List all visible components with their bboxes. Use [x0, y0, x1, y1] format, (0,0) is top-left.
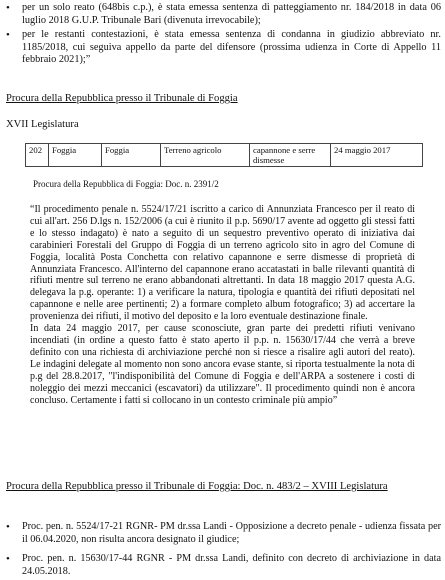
- table-cell-province: Foggia: [49, 144, 102, 167]
- quote-paragraph: “Il procedimento penale n. 5524/17/21 iscritto a carico di Annunziata Francesco per il reato di cui all'art. 256 D.lgs n. 152/2006 (a cui è riunito il p.p. 5690/17 avente ad oggetto gli stessi fatti e lo stesso indagato) è nato a seguito di un sequestro preventivo operato di iniziativa dai carabinieri Forestali del Gruppo di Foggia di un terreno agricolo sito in agro del Comune di Foggia, località Posta Conchetta con relativo capannone e serre dismesse di proprietà di Annunziata Francesco. All'interno del capannone erano accatastati in balle rilevanti quantità di rifiuti mentre sul terreno ne erano abbandonati altrettanti. In data 18 maggio 2017 questa A.G. delegava la p.g. operante: 1) a verificare la natura, tipologia e quantità dei rifiuti depositati nel capannone e nelle aree pertinenti; 2) a formare completo album fotografico; 3) ad accertare la provenienza dei rifiuti, il motivo del deposito e la loro eventuale destinazione finale.: [30, 204, 415, 323]
- bullet-item: [0, 2, 445, 27]
- section-heading: Procura della Repubblica presso il Tribunale di Foggia: [6, 93, 238, 104]
- quote-block: [30, 204, 415, 406]
- table-cell-num: 202: [26, 144, 49, 167]
- site-table: [25, 143, 423, 167]
- legislature-label: XVII Legislatura: [6, 119, 79, 130]
- table-cell-descrizione: capannone e serre dismesse: [250, 144, 331, 167]
- bullet-text: per un solo reato (648bis c.p.), è stata emessa sentenza di patteggiamento nr. 184/2018 in data 06 luglio 2018 G.U.P. Tribunale Bari (divenuta irrevocabile);: [22, 2, 441, 26]
- table-cell-comune: Foggia: [102, 144, 161, 167]
- bullet-item: [0, 29, 445, 67]
- table-row: [26, 144, 423, 167]
- bullet-icon: •: [6, 553, 10, 565]
- bullet-icon: •: [6, 2, 10, 14]
- bullet-icon: •: [6, 29, 10, 41]
- doc-caption: Procura della Repubblica di Foggia: Doc. n. 2391/2: [33, 179, 219, 189]
- bullet-text: Proc. pen. n. 5524/17-21 RGNR- PM dr.ssa Landi - Opposizione a decreto penale - udienza fissata per il 06.04.2020, non risulta ancora designato il giudice;: [22, 521, 441, 545]
- table-cell-data: 24 maggio 2017: [331, 144, 423, 167]
- table-cell-tipo: Terreno agricolo: [161, 144, 250, 167]
- quote-paragraph: In data 24 maggio 2017, per cause sconosciute, gran parte dei predetti rifiuti venivano incendiati (in ordine a questo fatto è stato aperto il p.p. n. 15630/17/44 che verrà a breve definito con una richiesta di archiviazione perché non si riesce a risalire agli autori del reato). Le indagini delegate al momento non sono ancora evase stante, si riporta testualmente la nota di p.g del 28.8.2017, "l'indisponibilità del Comune di Foggia e dell'ARPA a sostenere i costi di noleggio dei mezzi meccanici (escavatori) da utilizzare". Il procedimento quindi non è ancora concluso. Certamente i fatti si collocano in un contesto criminale più ampio”: [30, 323, 415, 406]
- bullet-item: [0, 521, 445, 546]
- bullet-text: per le restanti contestazioni, è stata emessa sentenza di condanna in giudizio abbreviato nr. 1185/2018, cui seguiva appello da parte del difensore (prossima udienza in Corte di Appello 11 febbraio 2021);”: [22, 29, 441, 66]
- section-heading: Procura della Repubblica presso il Tribunale di Foggia: Doc. n. 483/2 – XVIII Legislatura: [6, 481, 388, 492]
- bullet-icon: •: [6, 521, 10, 533]
- bullet-text: Proc. pen. n. 15630/17-44 RGNR - PM dr.ssa Landi, definito con decreto di archiviazione in data 24.05.2018.: [22, 553, 441, 577]
- bullet-item: [0, 553, 445, 578]
